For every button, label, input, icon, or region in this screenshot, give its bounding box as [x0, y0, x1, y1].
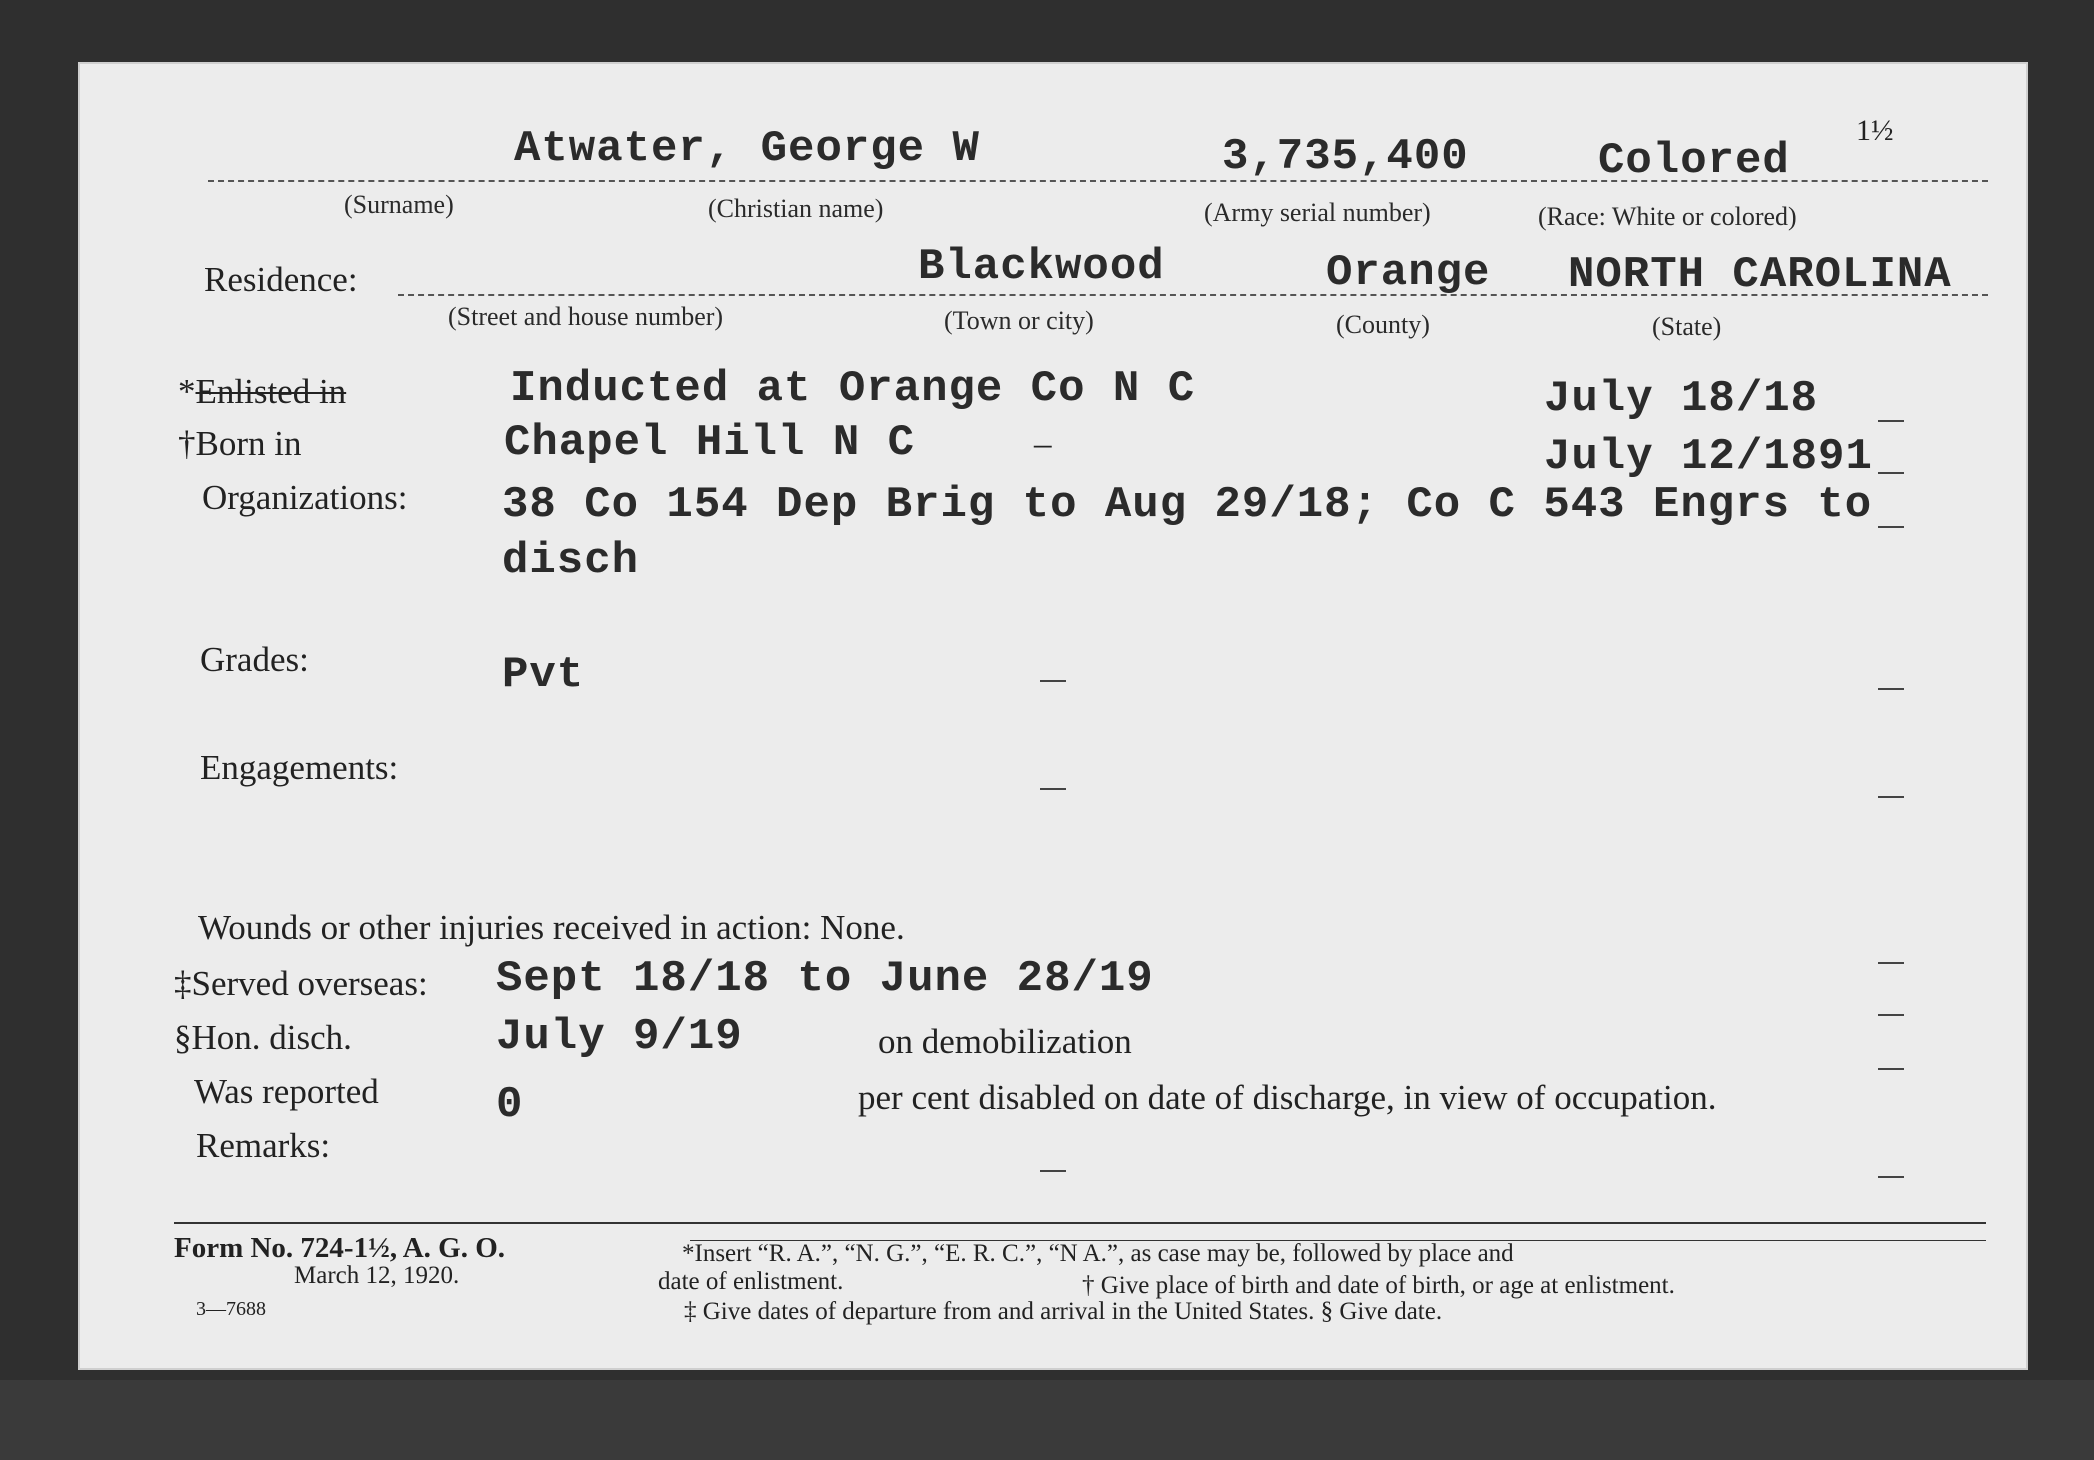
engagements-mid-dash [1040, 788, 1066, 790]
grades-mid-dash [1040, 680, 1066, 682]
name-line [208, 180, 1988, 182]
reported-dash [1878, 1068, 1904, 1070]
town-value: Blackwood [918, 242, 1165, 292]
enlisted-dash [1878, 420, 1904, 422]
hon-disch-reason: on demobilization [878, 1022, 1132, 1061]
grades-dash [1878, 688, 1904, 690]
organizations-label: Organizations: [202, 478, 408, 517]
caption-state: (State) [1652, 312, 1722, 341]
overseas-label-row [174, 964, 428, 1004]
organizations-dash [1878, 526, 1904, 528]
overseas-value: Sept 18/18 to June 28/19 [496, 954, 1154, 1004]
enlisted-label-row [178, 372, 346, 412]
enlisted-label: Enlisted in [195, 372, 347, 411]
organizations-line-1: 38 Co 154 Dep Brig to Aug 29/18; Co C 543 Engrs to [502, 480, 1873, 530]
reported-label: Was reported [194, 1072, 379, 1111]
residence-line [398, 294, 1988, 296]
grades-value: Pvt [502, 650, 585, 700]
state-value: NORTH CAROLINA [1568, 250, 1952, 300]
grades-label: Grades: [200, 640, 309, 679]
wounds-text: Wounds or other injuries received in action: None. [198, 908, 905, 947]
corner-fraction: 1½ [1856, 114, 1894, 147]
enlisted-marker: * [178, 372, 196, 411]
organizations-line-2: disch [502, 536, 640, 586]
surname-name-value: Atwater, George W [514, 124, 980, 174]
caption-county: (County) [1336, 310, 1430, 339]
hon-disch-value: July 9/19 [496, 1012, 743, 1062]
reported-text: per cent disabled on date of discharge, in view of occupation. [858, 1078, 1717, 1117]
caption-serial-number: (Army serial number) [1204, 198, 1431, 227]
reported-value: 0 [496, 1080, 524, 1130]
residence-label: Residence: [204, 260, 358, 299]
scan-background [0, 1380, 2094, 1460]
hon-disch-label-row [174, 1018, 352, 1058]
form-number: Form No. 724-1½, A. G. O. [174, 1232, 506, 1264]
overseas-dash [1878, 962, 1904, 964]
enlisted-value: Inducted at Orange Co N C [510, 364, 1196, 414]
caption-surname: (Surname) [344, 190, 454, 219]
remarks-label: Remarks: [196, 1126, 331, 1165]
footnote-line-1: *Insert “R. A.”, “N. G.”, “E. R. C.”, “N A.”, as case may be, followed by place and [682, 1240, 1514, 1267]
born-mid-dash: – [1034, 424, 1052, 463]
print-code: 3—7688 [196, 1298, 266, 1320]
overseas-label: Served overseas: [191, 964, 428, 1003]
footnote-line-3: ‡ Give dates of departure from and arrival in the United States. § Give date. [684, 1298, 1443, 1325]
born-value: Chapel Hill N C [504, 418, 916, 468]
caption-christian-name: (Christian name) [708, 194, 884, 223]
enlisted-date: July 18/18 [1544, 374, 1819, 424]
hon-disch-label: Hon. disch. [191, 1018, 352, 1057]
remarks-mid-dash [1040, 1170, 1066, 1172]
footnote-line-2a: date of enlistment. [658, 1268, 844, 1295]
born-marker: † [178, 424, 196, 463]
overseas-marker: ‡ [174, 964, 192, 1003]
county-value: Orange [1326, 248, 1491, 298]
form-date: March 12, 1920. [294, 1262, 460, 1289]
serial-number-value: 3,735,400 [1222, 132, 1469, 182]
caption-race: (Race: White or colored) [1538, 202, 1797, 231]
born-date: July 12/1891 [1544, 432, 1873, 482]
caption-street: (Street and house number) [448, 302, 724, 331]
race-value: Colored [1598, 136, 1790, 186]
hon-disch-marker: § [174, 1018, 192, 1057]
born-dash [1878, 472, 1904, 474]
engagements-dash [1878, 796, 1904, 798]
footer-rule [174, 1222, 1986, 1224]
hon-disch-dash [1878, 1014, 1904, 1016]
born-label-row [178, 424, 301, 464]
engagements-label: Engagements: [200, 748, 399, 787]
footnote-line-2b: † Give place of birth and date of birth, or age at enlistment. [1082, 1272, 1675, 1299]
caption-town: (Town or city) [944, 306, 1094, 335]
born-label: Born in [195, 424, 302, 463]
service-record-card [78, 62, 2028, 1370]
remarks-dash [1878, 1176, 1904, 1178]
